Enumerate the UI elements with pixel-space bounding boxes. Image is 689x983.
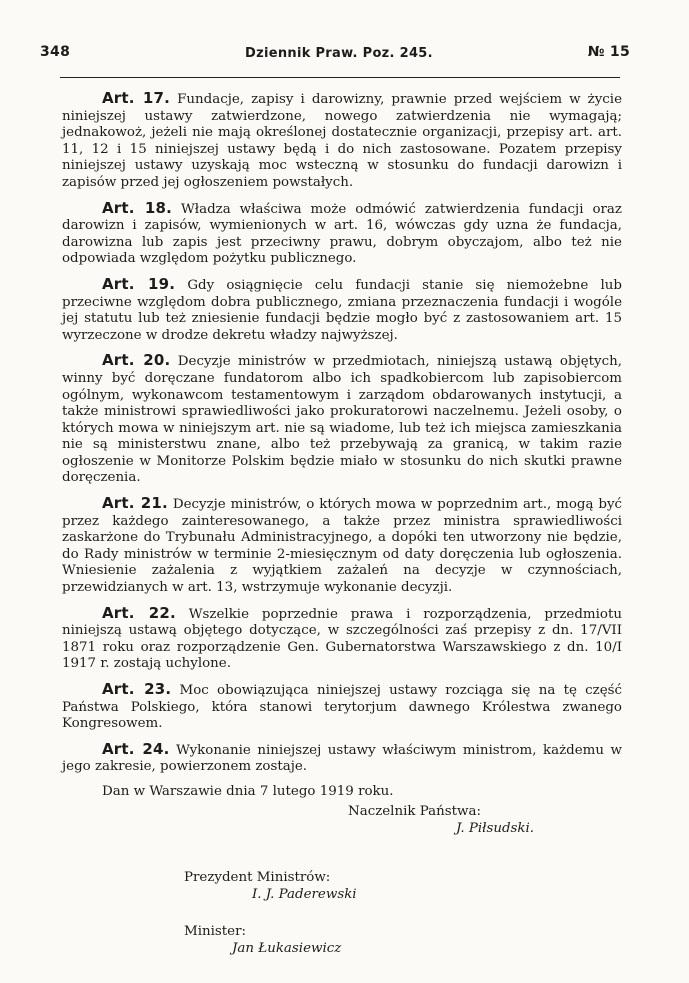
article-label: Art. 24. bbox=[102, 739, 170, 758]
article-label: Art. 17. bbox=[102, 89, 171, 107]
article-18 bbox=[62, 200, 622, 268]
article-text: Fundacje, zapisy i darowizny, prawnie przed wejściem w życie niniejszej ustawy zatwierdzone, nowego zatwierdzenia nie wymagają; jednakowoż, jeżeli nie mają określonej dostatecznie organizacji, przepisy art. art. 11, 12 i 15 niniejszej ustawy będą i do nich zastosowane. Pozatem przepisy niniejszej ustawy uzyskają moc wsteczną w stosunku do fundacji darowizn i zapisów przed jej ogłoszeniem powstałych. bbox=[62, 92, 622, 190]
page-header bbox=[40, 44, 630, 70]
article-label: Art. 19. bbox=[102, 274, 176, 293]
article-label: Art. 22. bbox=[102, 603, 176, 622]
article-21 bbox=[62, 495, 622, 597]
article-19 bbox=[62, 276, 622, 344]
article-text: Gdy osiągnięcie celu fundacji stanie się niemożebne lub przeciwne względom dobra publicznego, zmiana przeznaczenia fundacji i wogóle jej statutu lub też zniesienie fundacji będzie mogło być z zastosowaniem art. 15 wyrzeczone w drodze dekretu władzy najwyższej. bbox=[62, 277, 622, 343]
article-text: Wykonanie niniejszej ustawy właściwym ministrom, każdemu w jego zakresie, powierzonem zostaje. bbox=[62, 742, 622, 775]
journal-title: Dziennik Praw. Poz. 245. bbox=[245, 46, 433, 61]
article-label: Art. 23. bbox=[102, 680, 172, 698]
article-23 bbox=[62, 681, 622, 733]
article-17 bbox=[62, 90, 622, 192]
article-20 bbox=[62, 352, 622, 487]
header-rule bbox=[60, 77, 620, 78]
signature-title: Minister: bbox=[184, 923, 246, 939]
signature-title: Naczelnik Państwa: bbox=[348, 803, 481, 819]
signature-name: J. Piłsudski. bbox=[456, 820, 535, 836]
article-label: Art. 18. bbox=[102, 198, 172, 217]
article-text: Moc obowiązująca niniejszej ustawy rozciąga się na tę część Państwa Polskiego, która stanowi terytorjum dawnego Królestwa zwanego Kongresowem. bbox=[62, 683, 622, 732]
signature-minister bbox=[184, 923, 622, 957]
document-body bbox=[62, 90, 622, 957]
article-text: Decyzje ministrów w przedmiotach, niniejszą ustawą objętych, winny być doręczane fundatorom albo ich spadkobiercom lub zapisobiercom ogólnym, wykonawcom testamentowym i zarządom obdarowanych instytucji, a także ministrowi sprawiedliwości jako prokuratorowi naczelnemu. Jeżeli osoby, o których mowa w niniejszym art. nie są wiadome, lub też ich miejsca zamieszkania nie są ministerstwu znane, albo też przebywają za granicą, w takim razie ogłoszenie w Monitorze Polskim będzie miało w stosunku do nich skutki prawne doręczenia. bbox=[62, 354, 622, 486]
issue-number: № 15 bbox=[587, 44, 630, 60]
date-line: Dan w Warszawie dnia 7 lutego 1919 roku. bbox=[102, 783, 394, 799]
signature-head-of-state bbox=[348, 803, 622, 837]
article-text: Wszelkie poprzednie prawa i rozporządzenia, przedmiotu niniejszą ustawą objętego dotyczące, w szczególności zaś przepisy z dn. 17/VII 1871 roku oraz rozporządzenie Gen. Gubernatorstwa Warszawskiego z dn. 10/I 1917 r. zostają uchylone. bbox=[62, 606, 622, 672]
signature-name: I. J. Paderewski bbox=[252, 886, 357, 902]
signature-title: Prezydent Ministrów: bbox=[184, 869, 331, 885]
signature-prime-minister bbox=[184, 869, 622, 903]
article-label: Art. 20. bbox=[102, 351, 171, 370]
signature-name: Jan Łukasiewicz bbox=[232, 940, 342, 956]
article-label: Art. 21. bbox=[102, 494, 168, 513]
page-number: 348 bbox=[40, 44, 71, 60]
article-text: Decyzje ministrów, o których mowa w poprzednim art., mogą być przez każdego zainteresowanego, a także przez ministra sprawiedliwości zaskarżone do Trybunału Administracyjnego, a dopóki ten utworzony nie będzie, do Rady ministrów w terminie 2-miesięcznym od daty doręczenia lub ogłoszenia. Wniesienie zażalenia z wyjątkiem zażaleń na decyzje w czynnościach, przewidzianych w art. 13, wstrzymuje wykonanie decyzji. bbox=[62, 497, 623, 596]
article-24 bbox=[62, 741, 622, 776]
article-text: Władza właściwa może odmówić zatwierdzenia fundacji oraz darowizn i zapisów, wymienionych w art. 16, wówczas gdy uzna że fundacja, darowizna lub zapis jest przeciwny prawu, dobrym obyczajom, albo też nie odpowiada względom pożytku publicznego. bbox=[62, 201, 622, 267]
article-22 bbox=[62, 605, 622, 673]
